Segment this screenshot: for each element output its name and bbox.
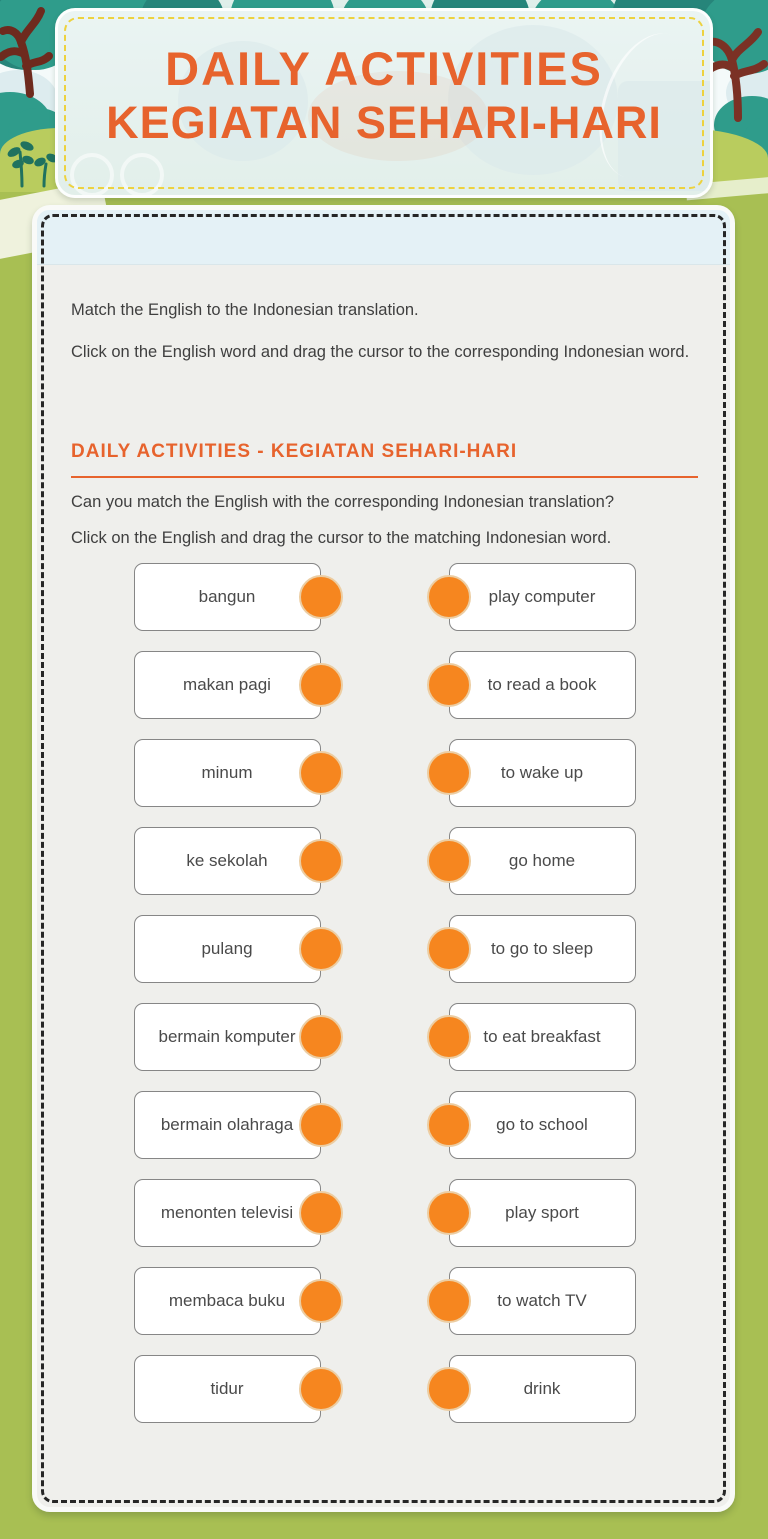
match-row (134, 915, 636, 983)
worksheet-header (55, 8, 713, 198)
indonesian-word-label: membaca buku (168, 1291, 286, 1311)
indonesian-word-card[interactable] (134, 1179, 321, 1247)
english-word-label: to eat breakfast (483, 1027, 601, 1047)
english-word-card[interactable] (449, 1355, 636, 1423)
plant-icon (4, 132, 62, 188)
match-row (134, 563, 636, 631)
english-word-label: to go to sleep (490, 939, 594, 959)
english-word-card[interactable] (449, 563, 636, 631)
connector-dot[interactable] (299, 751, 343, 795)
connector-dot[interactable] (299, 1191, 343, 1235)
match-row (134, 1179, 636, 1247)
worksheet-body (32, 205, 735, 1512)
connector-dot[interactable] (427, 1191, 471, 1235)
indonesian-word-card[interactable] (134, 827, 321, 895)
english-word-label: play sport (505, 1203, 579, 1223)
match-row (134, 1267, 636, 1335)
instruction-line2: Click on the English word and drag the cursor to the corresponding Indonesian word. (71, 343, 690, 362)
match-row (134, 827, 636, 895)
connector-dot[interactable] (427, 663, 471, 707)
indonesian-word-label: minum (201, 763, 253, 783)
english-word-label: to watch TV (497, 1291, 587, 1311)
match-row (134, 1091, 636, 1159)
english-word-card[interactable] (449, 651, 636, 719)
connector-dot[interactable] (299, 575, 343, 619)
connector-dot[interactable] (427, 575, 471, 619)
english-word-card[interactable] (449, 827, 636, 895)
connector-dot[interactable] (427, 1015, 471, 1059)
indonesian-word-card[interactable] (134, 1091, 321, 1159)
indonesian-word-card[interactable] (134, 1267, 321, 1335)
match-row (134, 651, 636, 719)
english-word-card[interactable] (449, 1267, 636, 1335)
instruction-line1: Match the English to the Indonesian translation. (71, 301, 419, 319)
connector-dot[interactable] (427, 751, 471, 795)
connector-dot[interactable] (299, 1279, 343, 1323)
indonesian-word-label: menonten televisi (160, 1203, 294, 1223)
connector-dot[interactable] (427, 1103, 471, 1147)
indonesian-word-card[interactable] (134, 1355, 321, 1423)
indonesian-word-card[interactable] (134, 739, 321, 807)
english-word-label: go home (508, 851, 576, 871)
english-word-card[interactable] (449, 1091, 636, 1159)
connector-dot[interactable] (299, 927, 343, 971)
page-title-line2: KEGIATAN SEHARI-HARI (106, 96, 662, 148)
indonesian-word-card[interactable] (134, 651, 321, 719)
section-title: DAILY ACTIVITIES - KEGIATAN SEHARI-HARI (71, 441, 698, 478)
connector-dot[interactable] (299, 1103, 343, 1147)
indonesian-word-card[interactable] (134, 1003, 321, 1071)
page-title (58, 11, 710, 151)
bicycle-icon (120, 153, 164, 197)
indonesian-word-label: bermain komputer (158, 1027, 296, 1047)
english-word-label: drink (523, 1379, 561, 1399)
connector-dot[interactable] (427, 839, 471, 883)
section-question: Can you match the English with the corresponding Indonesian translation? (71, 493, 615, 512)
indonesian-word-label: bangun (198, 587, 256, 607)
english-word-label: play computer (488, 587, 596, 607)
english-word-card[interactable] (449, 1179, 636, 1247)
english-word-card[interactable] (449, 1003, 636, 1071)
indonesian-word-label: bermain olahraga (160, 1115, 294, 1135)
match-grid (134, 563, 636, 1423)
bicycle-icon (70, 153, 114, 197)
indonesian-word-label: pulang (201, 939, 253, 959)
match-row (134, 1355, 636, 1423)
connector-dot[interactable] (427, 1367, 471, 1411)
connector-dot[interactable] (299, 839, 343, 883)
match-row (134, 1003, 636, 1071)
english-word-label: go to school (496, 1115, 588, 1135)
section-hint: Click on the English and drag the cursor to the matching Indonesian word. (71, 529, 612, 548)
match-row (134, 739, 636, 807)
indonesian-word-card[interactable] (134, 915, 321, 983)
english-word-card[interactable] (449, 739, 636, 807)
connector-dot[interactable] (427, 1279, 471, 1323)
english-word-card[interactable] (449, 915, 636, 983)
connector-dot[interactable] (299, 1367, 343, 1411)
indonesian-word-label: ke sekolah (186, 851, 268, 871)
page-title-line1: DAILY ACTIVITIES (165, 42, 603, 95)
connector-dot[interactable] (299, 1015, 343, 1059)
indonesian-word-label: makan pagi (183, 675, 271, 695)
english-word-label: to wake up (500, 763, 584, 783)
indonesian-word-card[interactable] (134, 563, 321, 631)
connector-dot[interactable] (299, 663, 343, 707)
english-word-label: to read a book (487, 675, 597, 695)
connector-dot[interactable] (427, 927, 471, 971)
worksheet-content (37, 210, 730, 1423)
indonesian-word-label: tidur (210, 1379, 244, 1399)
